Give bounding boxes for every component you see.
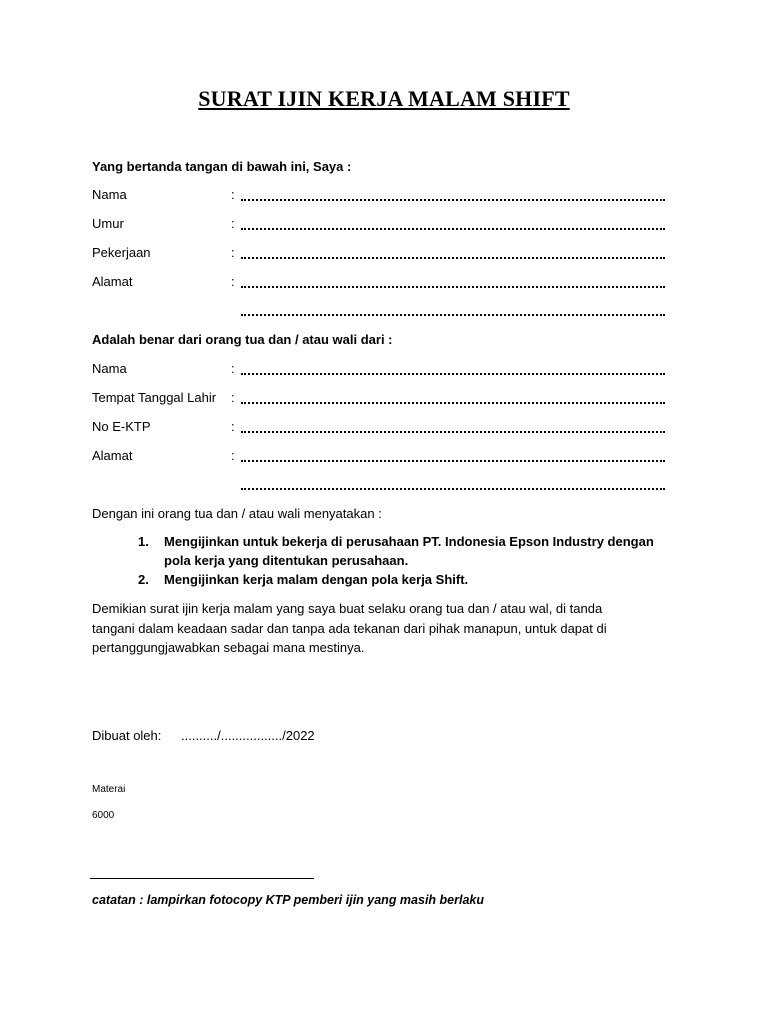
fill-line: [241, 402, 665, 404]
fill-line: [241, 257, 665, 259]
dibuat-oleh-label: Dibuat oleh:: [92, 728, 162, 743]
field-colon: :: [231, 419, 235, 434]
fill-line: [241, 314, 665, 316]
field-label-alamat: Alamat: [92, 448, 133, 463]
fill-line: [241, 460, 665, 462]
list-text: pola kerja yang ditentukan perusahaan.: [164, 553, 409, 568]
field-label-umur: Umur: [92, 216, 124, 231]
closing-line: pertanggungjawabkan sebagai mana mestinya.: [92, 640, 365, 655]
field-label-nama: Nama: [92, 361, 127, 376]
field-colon: :: [231, 361, 235, 376]
field-label-nama: Nama: [92, 187, 127, 202]
list-number: 2.: [138, 572, 149, 587]
fill-line: [241, 228, 665, 230]
field-colon: :: [231, 187, 235, 202]
closing-line: tangani dalam keadaan sadar dan tanpa ada tekanan dari pihak manapun, untuk dapat di: [92, 621, 607, 636]
field-colon: :: [231, 245, 235, 260]
list-number: 1.: [138, 534, 149, 549]
list-text: Mengijinkan kerja malam dengan pola kerja Shift.: [164, 572, 469, 587]
materai-label: Materai: [92, 784, 126, 795]
list-text: Mengijinkan untuk bekerja di perusahaan PT. Indonesia Epson Industry dengan: [164, 534, 654, 549]
fill-line: [241, 286, 665, 288]
section2-heading: Adalah benar dari orang tua dan / atau wali dari :: [92, 332, 393, 347]
closing-line: Demikian surat ijin kerja malam yang saya buat selaku orang tua dan / atau wal, di tanda: [92, 601, 603, 616]
field-label-ektp: No E-KTP: [92, 419, 151, 434]
section1-heading: Yang bertanda tangan di bawah ini, Saya :: [92, 159, 352, 174]
footnote: catatan : lampirkan fotocopy KTP pemberi ijin yang masih berlaku: [92, 893, 484, 907]
field-label-alamat: Alamat: [92, 274, 133, 289]
field-colon: :: [231, 448, 235, 463]
fill-line: [241, 488, 665, 490]
field-colon: :: [231, 216, 235, 231]
fill-line: [241, 199, 665, 201]
field-colon: :: [231, 390, 235, 405]
page-title: SURAT IJIN KERJA MALAM SHIFT: [198, 86, 570, 111]
fill-line: [241, 431, 665, 433]
signature-line: [90, 878, 314, 879]
field-colon: :: [231, 274, 235, 289]
fill-line: [241, 373, 665, 375]
date-field: ........../................./2022: [181, 728, 315, 743]
field-label-pekerjaan: Pekerjaan: [92, 245, 151, 260]
field-label-ttl: Tempat Tanggal Lahir: [92, 390, 217, 405]
declaration-intro: Dengan ini orang tua dan / atau wali menyatakan :: [92, 506, 382, 521]
materai-value: 6000: [92, 810, 115, 821]
